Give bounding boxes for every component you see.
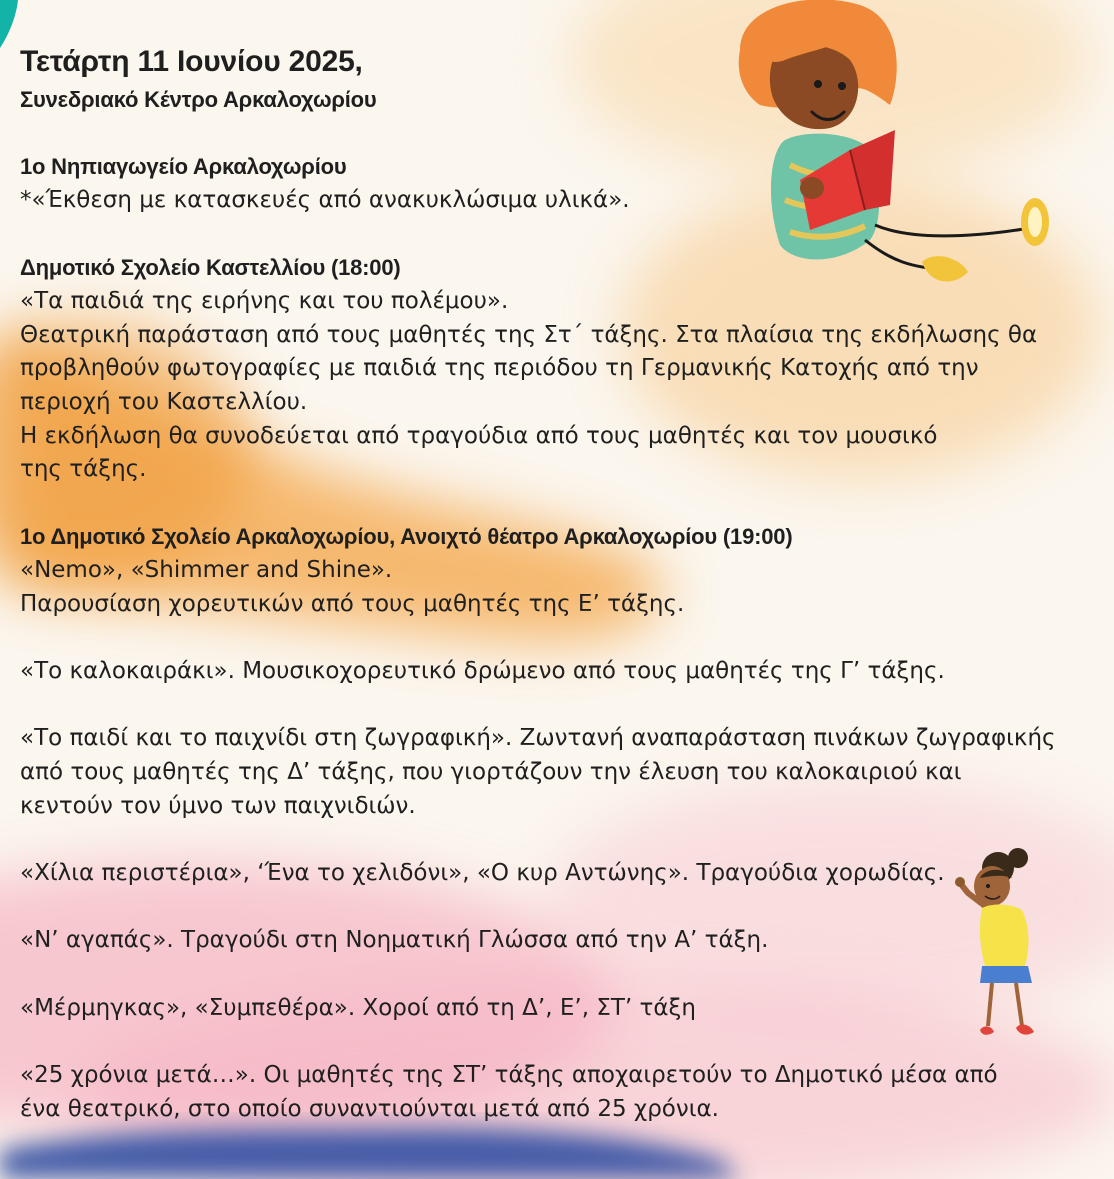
section-line: από τους μαθητές της Δ’ τάξης, που γιορτάζουν την έλευση του καλοκαιριού και	[20, 759, 962, 785]
section-line: κεντούν τον ύμνο των παιχνιδιών.	[20, 793, 416, 819]
section-title-kastelli: Δημοτικό Σχολείο Καστελλίου (18:00)	[20, 255, 401, 280]
section-title-kindergarten: 1ο Νηπιαγωγείο Αρκαλοχωρίου	[20, 154, 347, 179]
section-title-arkalochori: 1ο Δημοτικό Σχολείο Αρκαλοχωρίου, Ανοιχτό θέατρο Αρκαλοχωρίου (19:00)	[20, 524, 793, 549]
section-line: «25 χρόνια μετά…». Οι μαθητές της ΣΤ’ τάξης αποχαιρετούν το Δημοτικό μέσα από	[20, 1062, 998, 1088]
section-line: της τάξης.	[20, 456, 147, 482]
event-date: Τετάρτη 11 Ιουνίου 2025,	[20, 45, 363, 78]
section-line: *«Έκθεση με κατασκευές από ανακυκλώσιμα υλικά».	[20, 187, 630, 213]
section-line: Παρουσίαση χορευτικών από τους μαθητές της Ε’ τάξης.	[20, 591, 685, 617]
section-line: «Τα παιδιά της ειρήνης και του πολέμου».	[20, 288, 509, 314]
section-line: «Ν’ αγαπάς». Τραγούδι στη Νοηματική Γλώσσα από την Α’ τάξη.	[20, 927, 769, 953]
section-line: «Μέρμηγκας», «Συμπεθέρα». Χοροί από τη Δ’, Ε’, ΣΤ’ τάξη	[20, 995, 696, 1021]
section-line: «Χίλια περιστέρια», ‘Ένα το χελιδόνι», «Ο κυρ Αντώνης». Τραγούδια χορωδίας.	[20, 860, 945, 886]
section-line: Θεατρική παράσταση από τους μαθητές της Στ΄ τάξης. Στα πλαίσια της εκδήλωσης θα	[20, 322, 1038, 348]
section-line: «Το παιδί και το παιχνίδι στη ζωγραφική». Ζωντανή αναπαράσταση πινάκων ζωγραφικής	[20, 725, 1056, 751]
section-line: «Το καλοκαιράκι». Μουσικοχορευτικό δρώμενο από τους μαθητές της Γ’ τάξης.	[20, 658, 945, 684]
event-venue: Συνεδριακό Κέντρο Αρκαλοχωρίου	[20, 87, 377, 112]
section-line: περιοχή του Καστελλίου.	[20, 389, 308, 415]
section-line: ένα θεατρικό, στο οποίο συναντιούνται μετά από 25 χρόνια.	[20, 1096, 719, 1122]
event-program	[20, 0, 1100, 1179]
section-line: «Nemo», «Shimmer and Shine».	[20, 557, 393, 583]
section-line: Η εκδήλωση θα συνοδεύεται από τραγούδια από τους μαθητές και τον μουσικό	[20, 423, 938, 449]
section-line: προβληθούν φωτογραφίες με παιδιά της περιόδου τη Γερμανικής Κατοχής από την	[20, 355, 979, 381]
